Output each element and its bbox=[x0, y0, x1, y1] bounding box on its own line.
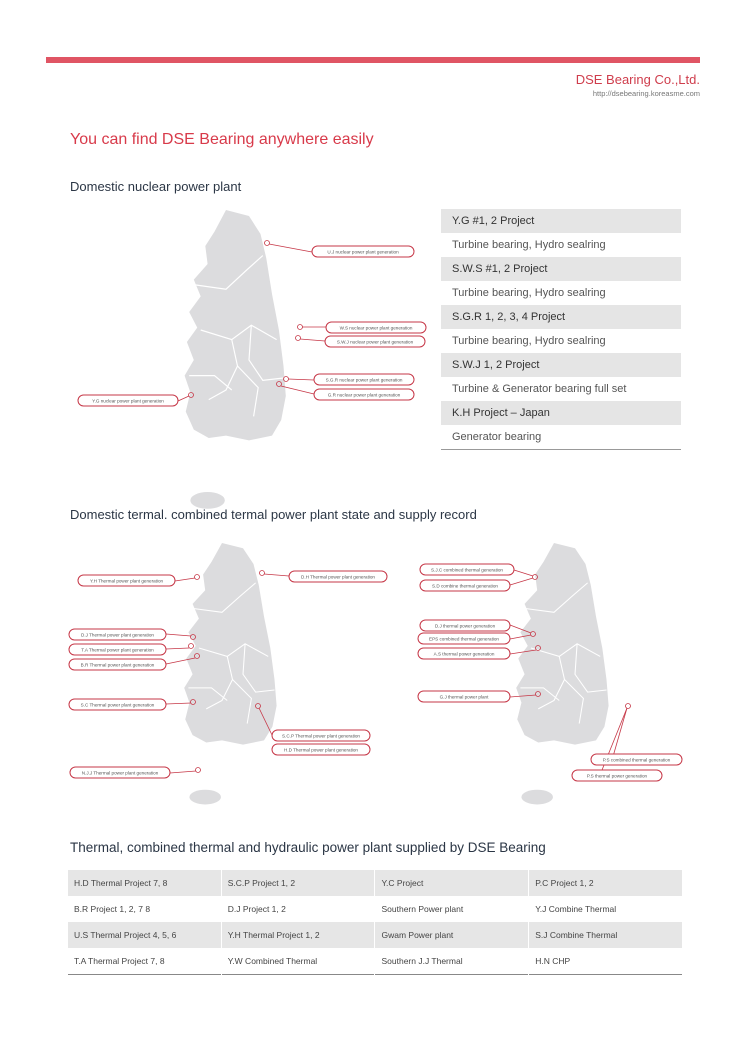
table-cell: D.J Project 1, 2 bbox=[221, 896, 375, 922]
project-desc: Turbine & Generator bearing full set bbox=[452, 383, 627, 395]
label-yh: Y.H Thermal power plant generation bbox=[89, 578, 164, 584]
table-row bbox=[68, 896, 682, 922]
section-heading-thermal: Domestic termal. combined termal power plant state and supply record bbox=[70, 507, 477, 522]
supplied-plants-table bbox=[68, 870, 682, 975]
table-row bbox=[68, 948, 682, 975]
label-yg: Y.G nuclear power plant generation bbox=[92, 398, 164, 404]
project-name: K.H Project – Japan bbox=[441, 401, 681, 425]
table-cell: B.R Project 1, 2, 7 8 bbox=[74, 904, 151, 914]
table-cell: P.C Project 1, 2 bbox=[529, 870, 682, 896]
label-scp: S.C.P Thermal power plant generation bbox=[282, 733, 360, 739]
nuclear-map bbox=[185, 210, 286, 509]
table-cell: H.N CHP bbox=[529, 948, 682, 975]
label-sjc: S.J.C combined thermal generation bbox=[430, 567, 504, 573]
label-psc: P.S combined thermal generation bbox=[602, 757, 671, 763]
label-ws: W.S nuclear power plant generation bbox=[339, 325, 413, 331]
label-dh: D.H Thermal power plant generation bbox=[301, 574, 375, 580]
label-sw: S.W.J nuclear power plant generation bbox=[336, 339, 414, 345]
page-title: You can find DSE Bearing anywhere easily bbox=[70, 131, 374, 148]
table-cell: Y.H Thermal Project 1, 2 bbox=[221, 922, 375, 948]
label-eps: EPS combined thermal generation bbox=[429, 636, 499, 642]
table-cell: Southern J.J Thermal bbox=[375, 948, 529, 975]
project-name: S.W.S #1, 2 Project bbox=[441, 257, 681, 281]
company-url[interactable]: http://dsebearing.koreasme.com bbox=[592, 89, 700, 98]
project-name: Y.G #1, 2 Project bbox=[441, 209, 681, 233]
table-cell: S.C.P Project 1, 2 bbox=[221, 870, 375, 896]
label-sdc: S.D combine thermal generation bbox=[432, 583, 498, 589]
table-cell: H.D Thermal Project 7, 8 bbox=[68, 870, 221, 896]
table-cell: S.J Combine Thermal bbox=[529, 922, 682, 948]
label-njj: N.J.J Thermal power plant generation bbox=[81, 770, 159, 776]
project-name: S.W.J 1, 2 Project bbox=[441, 353, 681, 377]
table-row bbox=[68, 922, 682, 948]
label-uj: U.J nuclear power plant generation bbox=[327, 249, 399, 255]
project-desc: Generator bearing bbox=[452, 431, 542, 443]
label-ta: T.A Thermal power plant generation bbox=[81, 647, 154, 653]
section-heading-supplied: Thermal, combined thermal and hydraulic power plant supplied by DSE Bearing bbox=[70, 840, 546, 855]
label-gr: G.R nuclear power plant generation bbox=[327, 392, 401, 398]
label-as: A.S thermal power generation bbox=[433, 651, 495, 657]
label-ps: P.S thermal power generation bbox=[586, 773, 648, 779]
section-heading-nuclear: Domestic nuclear power plant bbox=[70, 179, 242, 194]
table-row bbox=[68, 870, 682, 896]
table-cell: T.A Thermal Project 7, 8 bbox=[74, 956, 165, 966]
thermal-map-left bbox=[184, 543, 276, 804]
project-desc: Turbine bearing, Hydro sealring bbox=[452, 287, 606, 299]
label-hd: H.D Thermal power plant generation bbox=[284, 747, 358, 753]
table-cell: Y.J Combine Thermal bbox=[529, 896, 682, 922]
table-cell: Y.C Project bbox=[375, 870, 529, 896]
label-dj: D.J Thermal power plant generation bbox=[81, 632, 154, 638]
label-gj: G.J thermal power plant bbox=[439, 694, 489, 700]
project-name: S.G.R 1, 2, 3, 4 Project bbox=[441, 305, 681, 329]
label-sgr: S.G.R nuclear power plant generation bbox=[325, 377, 403, 383]
project-desc: Turbine bearing, Hydro sealring bbox=[452, 239, 606, 251]
table-cell: Southern Power plant bbox=[375, 896, 529, 922]
company-name: DSE Bearing Co.,Ltd. bbox=[575, 72, 700, 87]
table-cell: Y.W Combined Thermal bbox=[221, 948, 375, 975]
nuclear-project-list bbox=[441, 209, 681, 450]
table-cell: U.S Thermal Project 4, 5, 6 bbox=[68, 922, 221, 948]
table-cell: Gwam Power plant bbox=[375, 922, 529, 948]
label-sc: S.C Thermal power plant generation bbox=[80, 702, 155, 708]
label-br: B.R Thermal power plant generation bbox=[80, 662, 155, 668]
label-djt: D.J thermal power generation bbox=[434, 623, 496, 629]
project-desc: Turbine bearing, Hydro sealring bbox=[452, 335, 606, 347]
